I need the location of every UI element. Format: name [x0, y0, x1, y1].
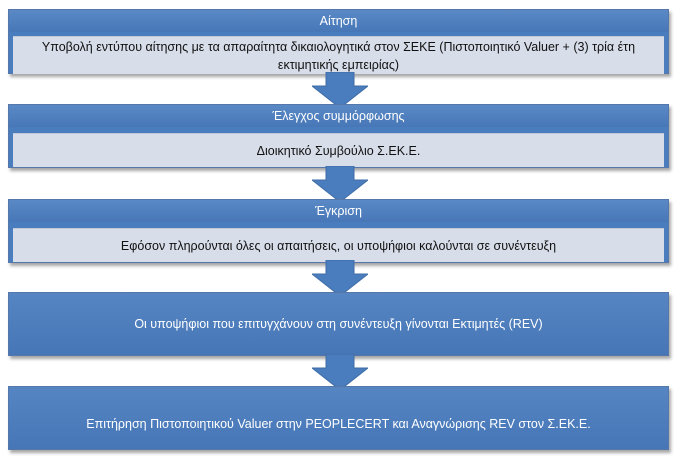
step-2-title: Έλεγχος συμμόρφωσης	[9, 105, 668, 127]
step-1-title: Αίτηση	[9, 10, 668, 32]
step-1-box	[8, 9, 669, 74]
down-arrow-icon	[312, 354, 368, 390]
down-arrow-icon	[312, 260, 368, 296]
step-2-box	[8, 104, 669, 168]
step-3-box	[8, 199, 669, 263]
down-arrow-icon	[312, 166, 368, 202]
step-4-box	[8, 292, 669, 356]
step-5-title: Επιτήρηση Πιστοποιητικού Valuer στην PEOPLECERT και Αναγνώρισης REV στον Σ.ΕΚ.Ε.	[9, 387, 668, 449]
step-5-box	[8, 386, 669, 450]
step-3-detail: Εφόσον πληρούνται όλες οι απαιτήσεις, οι υποψήφιοι καλούνται σε συνέντευξη	[13, 228, 664, 262]
step-1-detail: Υποβολή εντύπου αίτησης με τα απαραίτητα δικαιολογητικά στον ΣΕΚΕ (Πιστοποιητικό Valuer + (3) τρία έτη εκτιμητικής εμπειρίας)	[13, 36, 664, 74]
step-4-title: Οι υποψήφιοι που επιτυγχάνουν στη συνέντευξη γίνονται Εκτιμητές (REV)	[9, 293, 668, 355]
step-3-title: Έγκριση	[9, 200, 668, 222]
step-2-detail: Διοικητικό Συμβούλιο Σ.ΕΚ.Ε.	[13, 133, 664, 167]
down-arrow-icon	[312, 72, 368, 108]
